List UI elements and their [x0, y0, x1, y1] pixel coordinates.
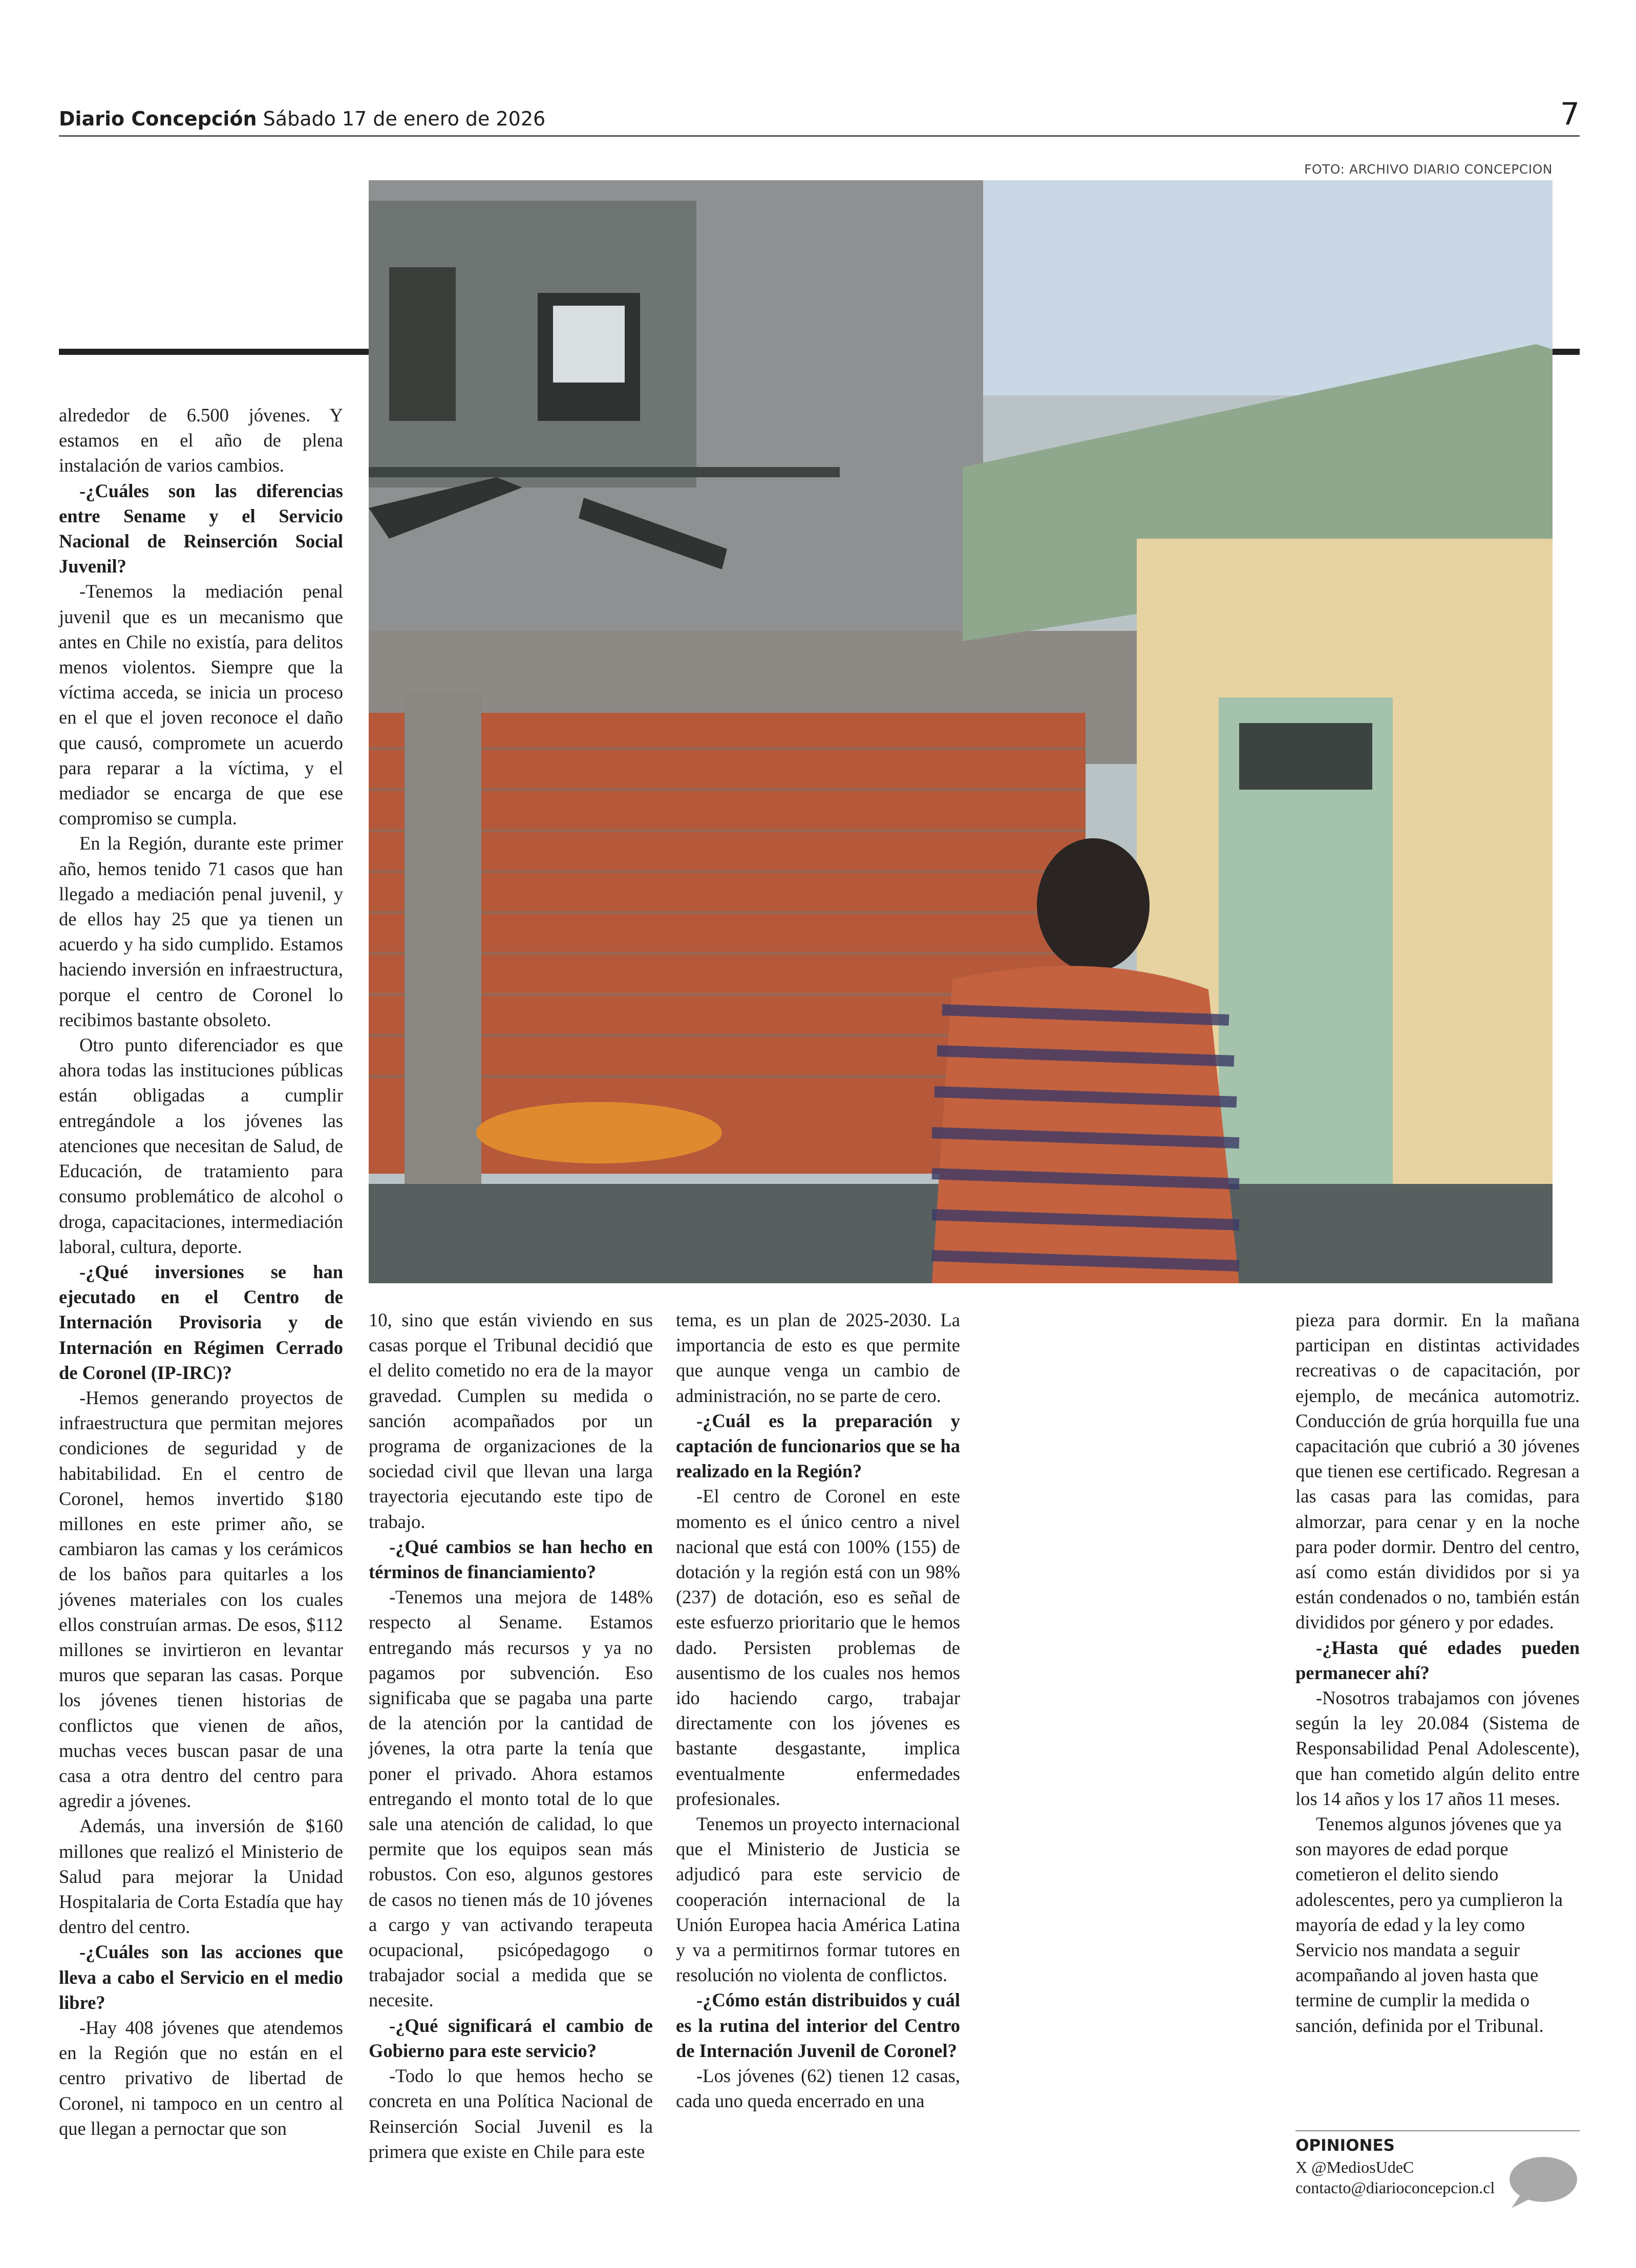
paragraph: Además, una inversión de $160 millones que realizó el Ministerio de Salud para mejorar la Unidad Hospitalaria de Corta Estadía que hay dentro del centro. — [59, 1815, 343, 1938]
interview-question: -¿Hasta qué edades pueden permanecer ahí? — [1295, 1637, 1580, 1683]
contact-email-link[interactable]: contacto@diarioconcepcion.cl — [1295, 2178, 1495, 2197]
x-handle-link[interactable]: X @MediosUdeC — [1295, 2158, 1414, 2176]
paragraph: -Nosotros trabajamos con jóvenes según la ley 20.084 (Sistema de Responsabilidad Penal Adolescente), que han cometido algún delito entre los 14 años y los 17 años 11 meses. — [1295, 1687, 1580, 1809]
interview-question: -¿Qué cambios se han hecho en términos de financiamiento? — [369, 1536, 653, 1583]
interview-question: -¿Cuáles son las acciones que lleva a cabo el Servicio en el medio libre? — [59, 1941, 343, 2013]
photo-credit: FOTO: ARCHIVO DIARIO CONCEPCION — [1304, 162, 1553, 177]
page-number: 7 — [1560, 96, 1580, 132]
paragraph: Tenemos algunos jóvenes que ya son mayores de edad porque cometieron el delito siendo adolescentes, pero ya cumplieron la mayoría de edad y la ley como Servicio nos mandata a seguir acompañando al joven hasta que termine de cumplir la medida o sanción, definida por el Tribunal. — [1295, 1813, 1563, 2036]
section-rule-left — [59, 349, 369, 355]
publication-name: Diario Concepción — [59, 108, 257, 130]
interview-question: -¿Cuáles son las diferencias entre Sename y el Servicio Nacional de Reinserción Social Juvenil? — [59, 480, 343, 577]
paragraph: -Hemos generando proyectos de infraestructura que permitan mejores condiciones de seguridad y de habitabilidad. En el centro de Coronel, hemos invertido $180 millones en este primer año, se cambiaron las camas y los cerámicos de los baños para quitarles a los jóvenes materiales con los cuales ellos construían armas. De esos, $112 millones se invirtieron en levantar muros que separan las casas. Porque los jóvenes tienen historias de conflictos que vienen de años, muchas veces buscan pasar de una casa a otra dentro del centro para agredir a jóvenes. — [59, 1387, 343, 1812]
article-column-2 — [369, 1307, 653, 2164]
paragraph: Otro punto diferenciador es que ahora todas las instituciones públicas están obligadas a cumplir entregándole a los jóvenes las atenciones que necesitan de Salud, de Educación, de tratamiento para consumo problemático de alcohol o droga, capacitaciones, intermediación laboral, cultura, deporte. — [59, 1034, 343, 1257]
paragraph: -Todo lo que hemos hecho se concreta en una Política Nacional de Reinserción Social Juvenil es la primera que existe en Chile para este — [369, 2065, 653, 2162]
opinions-box — [1295, 2130, 1580, 2223]
paragraph: tema, es un plan de 2025-2030. La importancia de esto es que permite que aunque venga un cambio de administración, no se parte de cero. — [676, 1309, 960, 1406]
interview-question: -¿Qué inversiones se han ejecutado en el Centro de Internación Provisoria y de Internación en Régimen Cerrado de Coronel (IP-IRC)? — [59, 1261, 343, 1383]
article-column-1 — [59, 402, 343, 2141]
paragraph: pieza para dormir. En la mañana participan en distintas actividades recreativas o de capacitación, por ejemplo, de mecánica automotriz. Conducción de grúa horquilla fue una capacitación que cubrió a 30 jóvenes que tienen ese certificado. Regresan a las casas para las comidas, para almorzar, para cenar y en la noche para poder dormir. Dentro del centro, así como están divididos por si ya están condenados o no, también están divididos por género y por edades. — [1295, 1309, 1580, 1633]
publication-line — [59, 108, 545, 130]
interview-question: -¿Cuál es la preparación y captación de funcionarios que se ha realizado en la Región? — [676, 1410, 960, 1482]
page-header — [59, 96, 1580, 133]
opinions-title: OPINIONES — [1295, 2136, 1395, 2155]
paragraph: -Tenemos una mejora de 148% respecto al Sename. Estamos entregando más recursos y ya no pagamos por subvención. Eso significaba que se pagaba una parte de la atención por la cantidad de jóvenes, la otra parte la tenía que poner el privado. Ahora estamos entregando el monto total de lo que sale una atención de calidad, lo que permite que los equipos sean más robustos. Con eso, algunos gestores de casos no tienen más de 10 jóvenes a cargo y van activando terapeuta ocupacional, psicópedagogo o trabajador social a medida que se necesite. — [369, 1586, 653, 2011]
interview-question: -¿Qué significará el cambio de Gobierno para este servicio? — [369, 2015, 653, 2061]
paragraph: En la Región, durante este primer año, hemos tenido 71 casos que han llegado a mediación penal juvenil, y de ellos hay 25 que ya tienen un acuerdo y ha sido cumplido. Estamos haciendo inversión en infraestructura, porque el centro de Coronel lo recibimos bastante obsoleto. — [59, 833, 343, 1030]
paragraph: alrededor de 6.500 jóvenes. Y estamos en el año de plena instalación de varios cambios. — [59, 405, 343, 476]
interview-question: -¿Cómo están distribuidos y cuál es la rutina del interior del Centro de Internación Juvenil de Coronel? — [676, 1989, 960, 2061]
paragraph: -Tenemos la mediación penal juvenil que es un mecanismo que antes en Chile no existía, para delitos menos violentos. Siempre que la víctima acceda, se inicia un proceso en el que el joven reconoce el daño que causó, compromete un acuerdo para reparar a la víctima, y el mediador se encarga de que ese compromiso se cumpla. — [59, 581, 343, 829]
paragraph: 10, sino que están viviendo en sus casas porque el Tribunal decidió que el delito cometido no era de la mayor gravedad. Cumplen su medida o sanción acompañados por un programa de organizaciones de la sociedad civil que llevan una larga trayectoria ejecutando este tipo de trabajo. — [369, 1309, 653, 1532]
paragraph: -El centro de Coronel en este momento es el único centro a nivel nacional que está con 100% (155) de dotación y la región está con un 98% (237) de dotación, eso es señal de este esfuerzo prioritario que le hemos dado. Persisten problemas de ausentismo de los cuales nos hemos ido haciendo cargo, trabajar directamente con los jóvenes es bastante desgastante, implica eventualmente enfermedades profesionales. — [676, 1486, 960, 1809]
publication-date: Sábado 17 de enero de 2026 — [263, 108, 546, 130]
paragraph: -Hay 408 jóvenes que atendemos en la Región que no están en el centro privativo de libertad de Coronel, ni tampoco en un centro al que llegan a pernoctar que son — [59, 2017, 343, 2139]
article-column-3 — [676, 1307, 960, 2114]
header-divider — [59, 135, 1580, 137]
article-photo — [369, 180, 1553, 1283]
speech-bubble-icon — [1506, 2155, 1578, 2214]
paragraph: -Los jóvenes (62) tienen 12 casas, cada uno queda encerrado en una — [676, 2065, 960, 2112]
section-rule-right — [1552, 349, 1580, 355]
article-column-4 — [1295, 1307, 1580, 2038]
paragraph: Tenemos un proyecto internacional que el Ministerio de Justicia se adjudicó para este servicio de cooperación internacional de la Unión Europea hacia América Latina y va a permitirnos formar tutores en resolución no violenta de conflictos. — [676, 1813, 960, 1986]
